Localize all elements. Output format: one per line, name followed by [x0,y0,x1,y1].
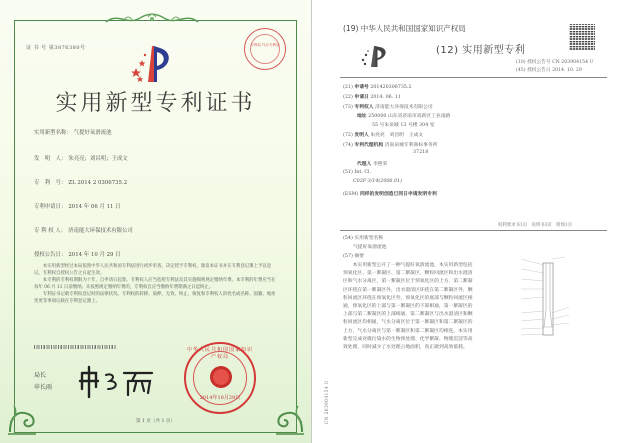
divider [340,230,607,231]
field-inventors: 发 明 人： 朱亮亮；刘昌明；王成文 [34,156,128,162]
cnipa-logo-icon [128,42,174,84]
meta-agency: (74) 专利代理机构 济南泉城专利商标事务所 [343,142,438,148]
meta-classification: C02F 3/14(2006.01) [353,179,402,184]
technical-drawing-icon [513,255,583,340]
field-patentee: 专 利 权 人： 济南能大环保技术有限公司 [34,228,133,234]
certificate-number: 证 书 号 第3876380号 [26,45,86,51]
patent-gazette-page [313,0,640,443]
floral-ornament-icon [104,12,200,26]
meta-agent: 代理人 李艳荣 [357,161,388,167]
meta-application-number: (21) 申请号 201420306735.2 [343,84,412,90]
meta-application-date: (22) 申请日 2014. 06. 11 [343,94,401,100]
field-patent-number: 专 利 号： ZL 2014 2 0306735.2 [34,180,128,186]
page-indicator: 第 1 页（共 1 页） [135,419,176,424]
meta-agency-code: 37218 [413,150,429,155]
certificate-title: 实用新型专利证书 [55,91,256,116]
qr-code[interactable] [569,24,595,50]
cnipa-logo-icon [359,44,389,68]
abstract-text: 本实用新型公开了一种气提好氧滑流池，本实用新型包括预氧化区、第一絮凝区、第二絮凝区、颗粒回流区和出水澄清区和气水分离区，第一絮凝区位于预氧化区的上方，第二絮凝区环绕在第一絮凝区外，出水澄清区环绕在第二絮凝区外，颗粒回流区环绕在预氧化区外，预氧化区的底部与颗粒回流区相通，预氧化区的上部与第一絮凝区的下部相通，第一絮凝区的上部与第二絮凝区的上部相通，第二絮凝区与出水澄清区和颗粒回流区均相通，气水分离区位于第一絮凝区和第二絮凝区的上方，气水分离区与第一絮凝区和第二絮凝区均相连。本实用新型完成对微污染水的生物预处理、化学絮凝、物理沉淀等高效处理，同时减少了水处理占地面积，真正做到高效低耗。 [343,263,473,351]
document-type: (12) 实用新型专利 [436,45,526,56]
meta-address-line2: 55 号朱泉城 13 号楼 304 室 [372,123,435,128]
utility-model-title: 气提好氧滑流池 [353,245,387,250]
official-seal-small: 专利局 代办专利局 [244,28,286,70]
field-grant-date: 授权公告日： 2014 年 10 月 29 日 [34,252,121,258]
issuing-office: (19) 中华人民共和国国家知识产权局 [343,24,466,33]
patent-certificate [0,0,312,443]
abstract-label: (57) 摘要 [343,254,364,259]
field-utility-model-name: 实用新型名称： 气提好氧滑流池 [34,130,112,136]
barcode [34,345,116,349]
director-block: 局长 申长雨 [34,372,53,391]
meta-patentee: (73) 专利权人 济南能大环保技术有限公司 [343,104,433,110]
title-section-label: (54) 实用新型名称 [343,236,384,241]
divider [340,77,607,78]
meta-same-day-invention: (ESM) 同样的发明创造已同日申请发明专利 [343,191,437,197]
meta-address: 地址 250000 山东省济南市高新区工业南路 [357,113,451,119]
side-publication-code: CN 203904154 U [324,380,329,425]
state-ipo-seal: 中华人民共和国国家知识产权局 2014年10月29日 [184,342,256,414]
national-emblem-icon [210,366,232,388]
director-signature-icon [78,365,158,399]
meta-inventors: (72) 发明人 朱亮亮 刘昌明 王成文 [343,132,424,138]
publication-info: (10) 授权公告号 CN 203904154 U (45) 授权公告日 2014. 10. 29 [516,60,594,73]
corner-ornament-icon [272,396,306,436]
certificate-body-text: 本实用新型经过本局依照中华人民共和国专利法进行初步审查，决定授予专利权，颁发本证书并在专利登记簿上予以登记。专利权自授权公告之日起生效。 本专利的专利权期限为十年，自申请日起算。专利权人应当依照专利法及其实施细则规定缴纳年费。本专利的年费应当在每年 06 月 11 日前缴纳。未按照规定缴纳年费的，专利权自应当缴纳年费期满之日起终止。 专利证书记载专利权登记时的法律状况。专利权的转移、质押、无效、终止、恢复和专利权人的姓名或名称、国籍、地址变更等事项记载在专利登记簿上。 [34,264,276,304]
corner-ornament-icon [6,396,40,436]
meta-int-cl: (51) Int. Cl. [343,170,372,175]
field-application-date: 专利申请日： 2014 年 06 月 11 日 [34,204,121,210]
page-counts: 权利要求书1页 说明书3页 附图1页 [498,223,573,228]
